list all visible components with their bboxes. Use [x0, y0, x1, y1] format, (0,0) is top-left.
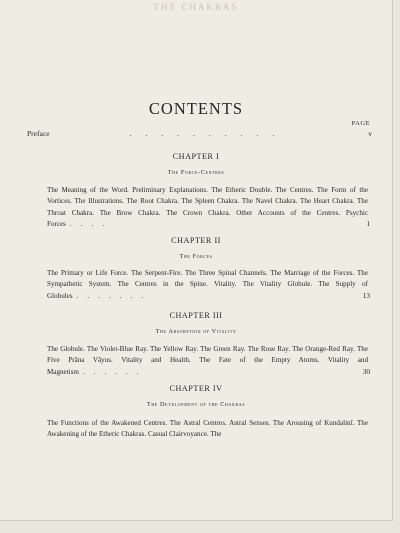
page-title: CONTENTS	[148, 99, 244, 118]
chapter-3-heading: CHAPTER III	[169, 311, 223, 320]
chapter-2-contents	[28, 268, 368, 302]
dot-leaders: ....	[69, 220, 114, 229]
chapter-2-heading: CHAPTER II	[171, 236, 221, 245]
chapter-1-contents	[28, 185, 368, 231]
chapter-1-page-number: 1	[366, 219, 370, 228]
chapter-1-subtitle: The Force-Centres	[167, 169, 225, 176]
preface-label: Preface	[27, 129, 50, 138]
chapter-1-text: The Meaning of the Word. Preliminary Explanations. The Etheric Double. The Centres. The Form of the Vortices. The Illustrations. The Root Chakra. The Spleen Chakra. The Navel Chakra. The Heart Chakra. The Throat Chakra. The Brow Chakra. The Crown Chakra. Other Accounts of the Centres. Psychic Forces	[47, 186, 368, 229]
chapter-3-subtitle: The Absorption of Vitality	[155, 328, 237, 335]
chapter-3-page-number: 30	[362, 367, 370, 376]
chapter-4-text: The Functions of the Awakened Centres. The Astral Centres. Astral Senses. The Arousing of Kundalinī. The Awakening of the Etheric Chakras. Casual Clairvoyance. The	[47, 419, 368, 439]
chapter-4-subtitle: The Development of the Chakras	[146, 401, 246, 408]
chapter-2-subtitle: The Forces	[179, 253, 213, 260]
toc-entry-preface	[27, 129, 372, 138]
chapter-4-heading: CHAPTER IV	[169, 384, 223, 393]
dot-leaders: ......	[82, 367, 148, 376]
bleed-through-header: THE CHAKRAS	[153, 2, 239, 12]
preface-page-number: v	[368, 129, 372, 138]
page-column-label: PAGE	[351, 120, 370, 127]
chapter-2-text: The Primary or Life Force. The Serpent-Fire. The Three Spinal Channels. The Marriage of the Forces. The Sympathetic System. The Centres in the Spine. Vitality. The Vitality Globule. The Supply of Globules	[47, 269, 368, 300]
dot-leaders: ..........	[129, 129, 289, 138]
chapter-1-heading: CHAPTER I	[172, 152, 220, 161]
chapter-4-contents	[28, 418, 368, 441]
chapter-3-text: The Globule. The Violet-Blue Ray. The Yellow Ray. The Green Ray. The Rose Ray. The Orange-Red Ray. The Five Prāna Vāyus. Vitality and Health. The Fate of the Empty Atoms. Vitality and Magnetism	[47, 345, 368, 376]
dot-leaders: .......	[76, 291, 153, 300]
chapter-2-page-number: 13	[362, 291, 370, 300]
chapter-3-contents	[28, 344, 368, 378]
